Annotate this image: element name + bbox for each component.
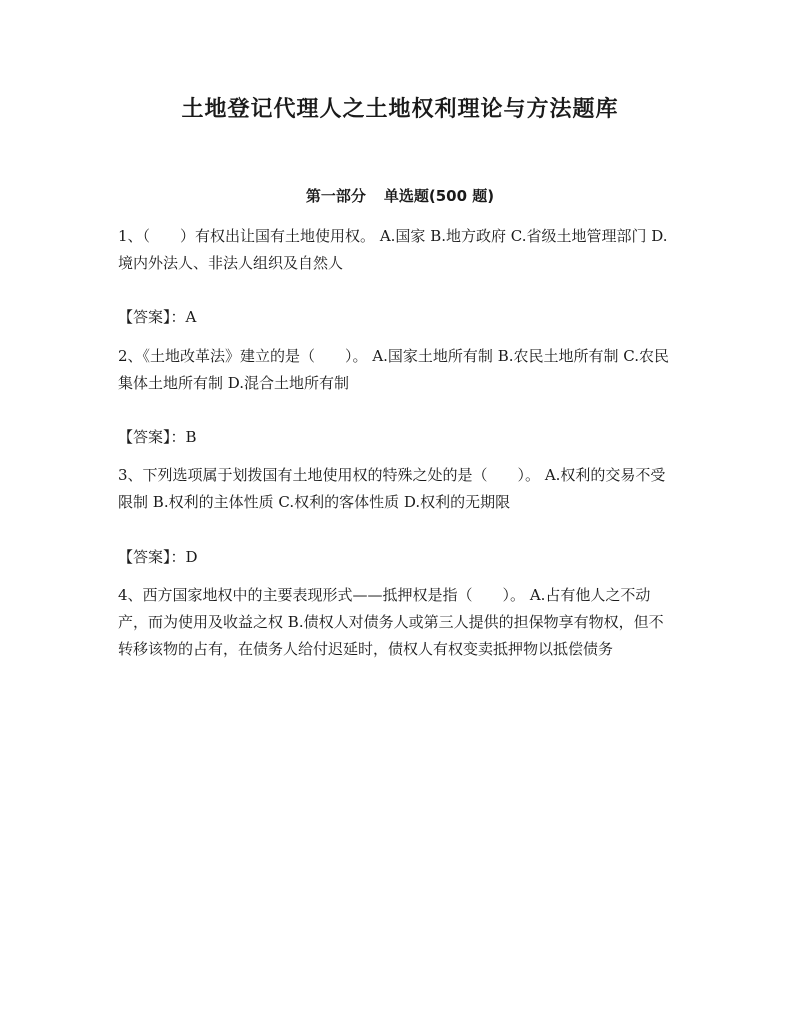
option-a: A.权利的交易不受限制 xyxy=(118,466,666,512)
question-stem: 2、《土地改革法》建立的是（ ）。 xyxy=(118,346,368,365)
question-1 xyxy=(118,223,678,332)
section-heading xyxy=(0,185,800,206)
question-stem: 4、西方国家地权中的主要表现形式——抵押权是指（ ）。 xyxy=(118,585,526,604)
option-a: A.国家土地所有制 xyxy=(372,346,493,365)
answer-line: 【答案】：D xyxy=(118,547,198,566)
option-b: B.权利的主体性质 xyxy=(152,493,274,512)
question-stem: 1、（ ）有权出让国有土地使用权。 xyxy=(118,227,376,245)
option-c: C.权利的客体性质 xyxy=(278,493,400,512)
option-c: C.农民集体土地所有制 xyxy=(118,346,670,392)
option-a: A.国家 xyxy=(379,227,426,245)
section-name: 单选题(500 题) xyxy=(383,187,495,205)
question-3 xyxy=(118,462,678,571)
option-a: A.占有他人之不动产，而为使用及收益之权 xyxy=(118,585,651,632)
question-list xyxy=(118,223,678,674)
question-stem: 3、下列选项属于划拨国有土地使用权的特殊之处的是（ ）。 xyxy=(118,466,541,485)
option-d: D.混合土地所有制 xyxy=(227,373,350,392)
answer-line: 【答案】：A xyxy=(118,308,197,327)
question-4 xyxy=(118,582,678,664)
option-b: B.地方政府 xyxy=(430,227,507,245)
answer-line: 【答案】：B xyxy=(118,428,197,447)
option-d: D.境内外法人、非法人组织及自然人 xyxy=(118,227,668,273)
section-part: 第一部分 xyxy=(305,187,366,205)
option-d: D.权利的无期限 xyxy=(403,493,511,512)
option-b: B.农民土地所有制 xyxy=(497,346,619,365)
option-b: B.债权人对债务人或第三人提供的担保物享有物权，但不转移该物的占有，在债务人给付迟延时，债权人有权变卖抵押物以抵偿债务 xyxy=(118,613,664,659)
question-2 xyxy=(118,343,678,452)
option-c: C.省级土地管理部门 xyxy=(510,227,647,245)
document-title: 土地登记代理人之土地权利理论与方法题库 xyxy=(181,97,619,122)
